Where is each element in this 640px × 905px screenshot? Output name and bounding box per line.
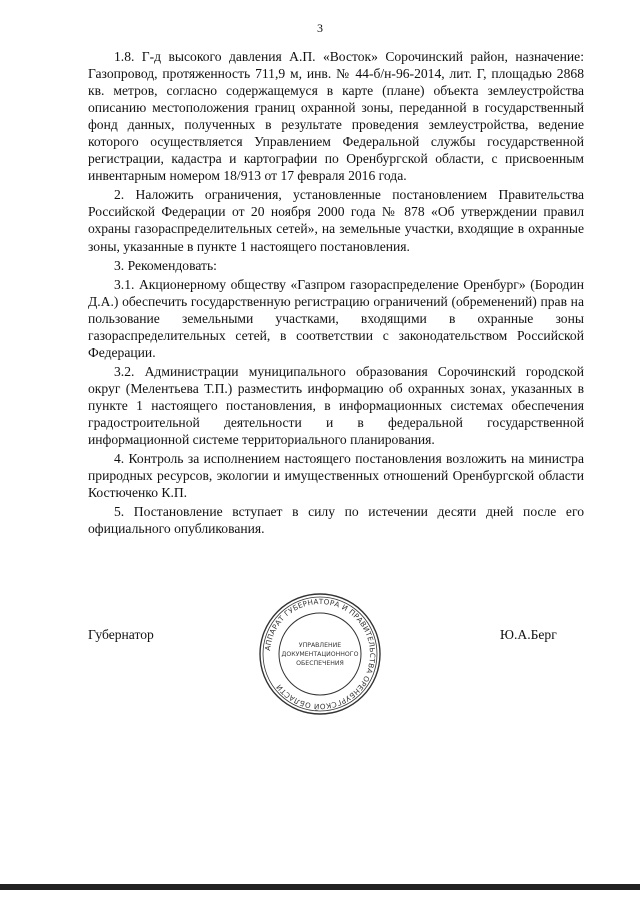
stamp-line-2: ДОКУМЕНТАЦИОННОГО bbox=[281, 651, 359, 658]
paragraph-5: 5. Постановление вступает в силу по истечении десяти дней после его официального опубликования. bbox=[88, 504, 584, 537]
signature-position: Губернатор bbox=[88, 627, 154, 642]
official-stamp-icon bbox=[258, 592, 382, 716]
page-number: 3 bbox=[317, 21, 323, 35]
scan-bottom-edge bbox=[0, 884, 640, 890]
paragraph-3-2: 3.2. Администрации муниципального образования Сорочинский городской округ (Мелентьева Т.П.) разместить информацию об охранных зонах, указанных в пункте 1 настоящего постановления, в информационных системах обеспечения градостроительной деятельности и в федеральной государственной информационной системе территориального планирования. bbox=[88, 363, 584, 448]
paragraph-2: 2. Наложить ограничения, установленные постановлением Правительства Российской Федерации от 20 ноября 2000 года № 878 «Об утверждении правил охраны газораспределительных сетей», на земельные участки, входящие в охранные зоны, указанные в пункте 1 настоящего постановления. bbox=[88, 187, 584, 254]
stamp-line-1: УПРАВЛЕНИЕ bbox=[298, 642, 342, 649]
stamp-ring-textpath: АППАРАТ ГУБЕРНАТОРА И ПРАВИТЕЛЬСТВА ОРЕНБУРГСКОЙ ОБЛАСТИ bbox=[263, 596, 378, 712]
paragraph-1-8: 1.8. Г-д высокого давления А.П. «Восток» Сорочинский район, назначение: Газопровод, протяженность 711,9 м, инв. № 44-б/н-96-2014, лит. Г, площадью 2868 кв. метров, согласно содержащемуся в карте (плане) объекта землеустройства описанию местоположения границ охранной зоны, переданной в государственный фонд данных, полученных в результате проведения землеустройства, ведение которого осуществляется Управлением Федеральной службы государственной регистрации, кадастра и картографии по Оренбургской области, с присвоенным инвентарным номером 18/913 от 17 февраля 2016 года. bbox=[88, 49, 584, 184]
stamp-line-3: ОБЕСПЕЧЕНИЯ bbox=[296, 660, 344, 667]
paragraph-3: 3. Рекомендовать: bbox=[114, 257, 217, 273]
document-body bbox=[88, 48, 584, 539]
paragraph-3-1: 3.1. Акционерному обществу «Газпром газораспределение Оренбург» (Бородин Д.А.) обеспечить государственную регистрацию ограничений (обременений) прав на пользование земельными участками, входящими в охранные зоны газораспределительных сетей, в соответствии с законодательством Российской Федерации. bbox=[88, 276, 584, 360]
paragraph-4: 4. Контроль за исполнением настоящего постановления возложить на министра природных ресурсов, экологии и имущественных отношений Оренбургской области Костюченко К.П. bbox=[88, 451, 584, 501]
signature-name: Ю.А.Берг bbox=[500, 627, 557, 642]
